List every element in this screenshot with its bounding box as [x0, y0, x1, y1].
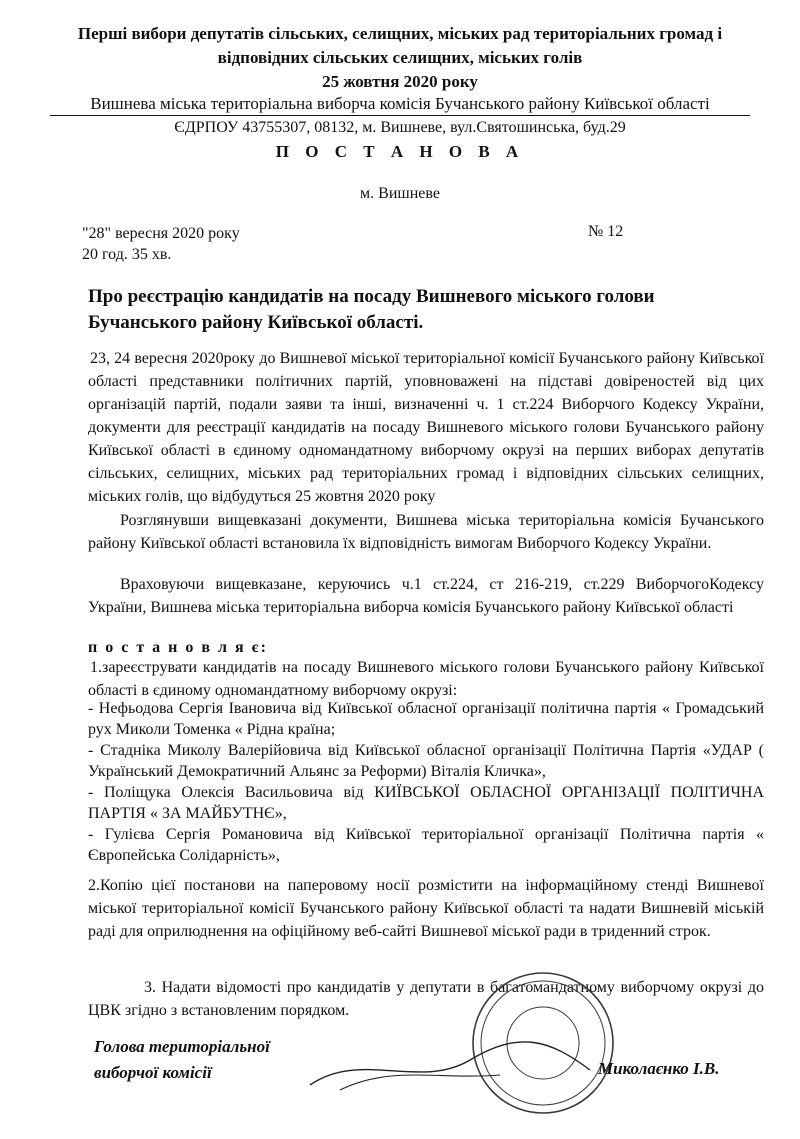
- signatory-role: [94, 1034, 270, 1086]
- document-city: м. Вишневе: [360, 185, 440, 202]
- header-election-date: 25 жовтня 2020 року: [322, 72, 478, 91]
- candidate-list: [88, 698, 764, 866]
- candidate-item: - Нефьодова Сергія Івановича від Київської обласної організації політична партія « Громадський рух Миколи Томенка « Рідна країна;: [88, 700, 764, 738]
- document-date: "28" вересня 2020 року: [82, 225, 240, 242]
- paragraph-intro: 23, 24 вересня 2020року до Вишневої міської територіальної комісії Бучанського району Київської області представники політичних партій, уповноважені на підставі довіреностей від цих організацій партій, подали заяви та інші, визначенні ч. 1 ст.224 Виборчого Кодексу України, документи для реєстрації кандидатів на посаду Вишневого міського голови Бучанського району Київської області в єдиному одномандатному виборчому окрузі на перших виборах депутатів сільських, селищних, міських рад територіальних громад і відповідних сільських селищних, міських голів, що відбудуться 25 жовтня 2020 року: [88, 350, 764, 505]
- subject-line-2: Бучанського району Київської області.: [88, 312, 424, 333]
- commission-name: Вишнева міська територіальна виборча комісія Бучанського району Київської області: [50, 94, 750, 116]
- document-subject: [88, 284, 768, 336]
- resolution-item-2: 2.Копію цієї постанови на паперовому носії розмістити на інформаційному стенді Вишневої міської територіальної комісії Бучанського району Київської області та надати Вишневій міській раді для оприлюднення на офіційному веб-сайті Вишневої міської ради в триденний строк.: [88, 877, 764, 940]
- resolves-heading: п о с т а н о в л я є:: [88, 639, 268, 656]
- subject-line-1: Про реєстрацію кандидатів на посаду Вишневого міського голови: [88, 286, 655, 307]
- document-title: П О С Т А Н О В А: [275, 142, 525, 161]
- paragraph-review: Розглянувши вищевказані документи, Вишнева міська територіальна комісія Бучанського району Київської області встановила їх відповідність вимогам Виборчого Кодексу України.: [88, 512, 764, 552]
- commission-address: ЄДРПОУ 43755307, 08132, м. Вишневе, вул.Святошинська, буд.29: [174, 119, 626, 136]
- resolution-item-3: 3. Надати відомості про кандидатів у депутати в багатомандатному виборчому окрузі до ЦВК згідно з встановленим порядком.: [88, 979, 764, 1019]
- candidate-item: - Гулієва Сергія Романовича від Київської територіальної організації Політична партія « Європейська Солідарність»,: [88, 826, 764, 864]
- signatory-role-line-2: виборчої комісії: [94, 1063, 212, 1082]
- header-line-2: відповідних сільських селищних, міських голів: [217, 48, 583, 67]
- paragraph-grounds: Враховуючи вищевказане, керуючись ч.1 ст.224, ст 216-219, ст.229 ВиборчогоКодексу України, Вишнева міська територіальна виборча комісія Бучанського району Київської області: [88, 576, 764, 616]
- candidate-item: - Стадніка Миколу Валерійовича від Київської обласної організації Політична Партія «УДАР ( Український Демократичний Альянс за Реформи) Віталія Кличка»,: [88, 742, 764, 780]
- signatory-role-line-1: Голова територіальної: [94, 1037, 270, 1056]
- signatory-name: Миколаєнко І.В.: [598, 1059, 720, 1078]
- resolution-item-1: 1.зареєструвати кандидатів на посаду Вишневого міського голови Бучанського району Київської області в єдиному одномандатному виборчому окрузі:: [88, 659, 764, 699]
- signature-scribble: [300, 1030, 600, 1100]
- header-line-1: Перші вибори депутатів сільських, селищних, міських рад територіальних громад і: [77, 24, 723, 43]
- document-number: № 12: [588, 223, 624, 240]
- candidate-item: - Поліщука Олексія Васильовича від КИЇВСЬКОЇ ОБЛАСНОЇ ОРГАНІЗАЦІЇ ПОЛІТИЧНА ПАРТІЯ « ЗА МАЙБУТНЄ»,: [88, 784, 764, 822]
- document-time: 20 год. 35 хв.: [82, 246, 172, 263]
